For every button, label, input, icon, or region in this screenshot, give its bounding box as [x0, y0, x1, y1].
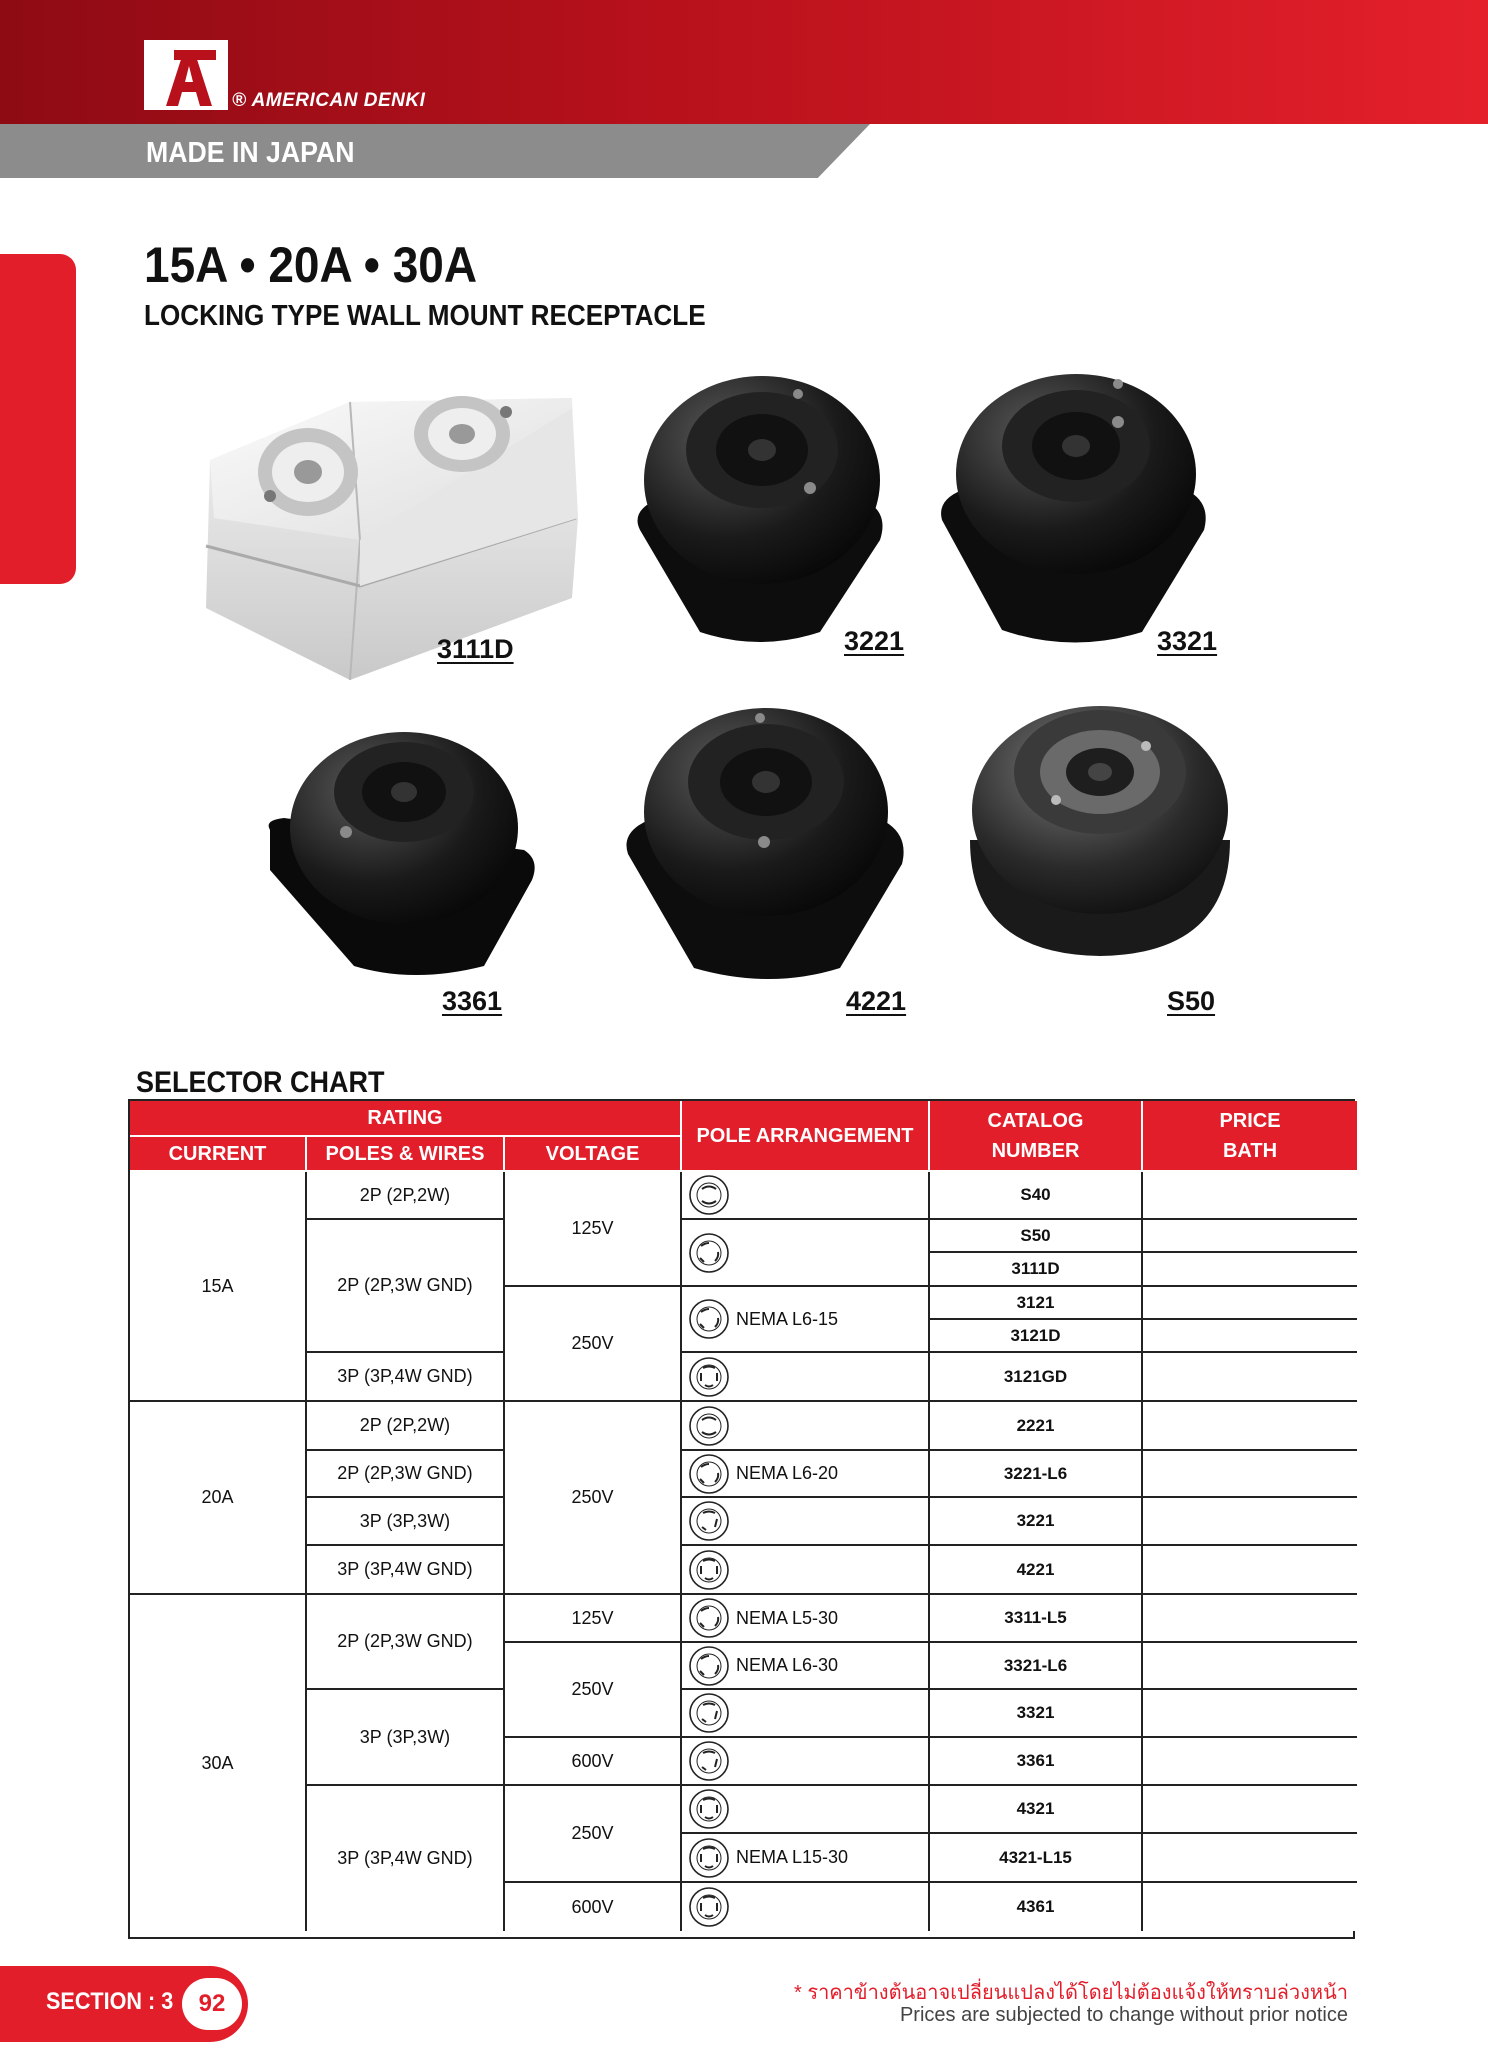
catalog-number-cell: 4321: [930, 1786, 1143, 1834]
current-cell: 20A: [130, 1402, 307, 1595]
poles-cell: 2P (2P,3W GND): [307, 1451, 505, 1498]
section-label: SECTION : 3: [46, 1988, 174, 2015]
price-cell: [1143, 1883, 1357, 1931]
catalog-number-cell: 3321: [930, 1690, 1143, 1738]
pole-2p-gnd-icon: [688, 1453, 730, 1495]
price-cell: [1143, 1253, 1357, 1287]
pole-arrangement-cell: [682, 1546, 930, 1595]
catalog-number-cell: 3361: [930, 1738, 1143, 1786]
header-price-line2: BATH: [1222, 1139, 1278, 1162]
poles-cell: 3P (3P,4W GND): [307, 1546, 505, 1595]
pole-arrangement-cell: [682, 1220, 930, 1287]
brand-text: AMERICAN DENKI: [251, 90, 426, 111]
page-title: 15A • 20A • 30A: [144, 237, 478, 293]
nema-label: NEMA L5-30: [736, 1607, 839, 1628]
product-label-3111d: 3111D: [437, 634, 514, 664]
pole-3p-icon: [688, 1740, 730, 1782]
header-catalog-number: [930, 1101, 1143, 1172]
pole-2p-icon: [688, 1174, 730, 1216]
product-label-s50: S50: [1167, 986, 1216, 1016]
header-price-bath: [1143, 1101, 1357, 1172]
product-image-s50: [964, 700, 1236, 958]
header-poles-wires: POLES & WIRES: [307, 1137, 505, 1172]
pole-arrangement-cell: [682, 1402, 930, 1451]
price-cell: [1143, 1287, 1357, 1320]
pole-arrangement-cell: [682, 1451, 930, 1498]
catalog-number-cell: 3221: [930, 1498, 1143, 1546]
selector-chart-title: SELECTOR CHART: [136, 1066, 385, 1099]
pole-2p-icon: [688, 1405, 730, 1447]
product-image-3361: [264, 730, 540, 982]
pole-3p-icon: [688, 1692, 730, 1734]
poles-cell: 3P (3P,4W GND): [307, 1786, 505, 1931]
nema-label: NEMA L15-30: [736, 1847, 849, 1867]
price-cell: [1143, 1595, 1357, 1643]
catalog-number-cell: S40: [930, 1172, 1143, 1220]
selector-chart-table: [128, 1099, 1355, 1939]
price-cell: [1143, 1498, 1357, 1546]
price-cell: [1143, 1172, 1357, 1220]
pole-arrangement-cell: [682, 1690, 930, 1738]
voltage-cell: 250V: [505, 1643, 682, 1738]
pole-arrangement-cell: [682, 1172, 930, 1220]
poles-cell: 2P (2P,3W GND): [307, 1220, 505, 1353]
page-subtitle: LOCKING TYPE WALL MOUNT RECEPTACLE: [144, 300, 706, 332]
product-label-3221: 3221: [844, 626, 905, 656]
voltage-cell: 250V: [505, 1402, 682, 1595]
pole-3p-gnd-icon: [688, 1837, 730, 1879]
catalog-number-cell: 4321-L15: [930, 1834, 1143, 1883]
pole-2p-gnd-icon: [688, 1232, 730, 1274]
price-cell: [1143, 1546, 1357, 1595]
current-cell: 30A: [130, 1595, 307, 1931]
pole-arrangement-cell: [682, 1595, 930, 1643]
section-side-tab: [0, 254, 76, 584]
current-cell: 15A: [130, 1172, 307, 1402]
pole-arrangement-cell: [682, 1834, 930, 1883]
voltage-cell: 600V: [505, 1738, 682, 1786]
catalog-number-cell: 3111D: [930, 1253, 1143, 1287]
price-cell: [1143, 1643, 1357, 1690]
pole-3p-gnd-icon: [688, 1886, 730, 1928]
price-cell: [1143, 1353, 1357, 1402]
catalog-number-cell: 3311-L5: [930, 1595, 1143, 1643]
nema-label: NEMA L6-20: [736, 1463, 839, 1483]
product-image-3111d: [200, 368, 580, 684]
pole-3p-gnd-icon: [688, 1549, 730, 1591]
header-voltage: VOLTAGE: [505, 1137, 682, 1172]
voltage-cell: 250V: [505, 1786, 682, 1883]
voltage-cell: 250V: [505, 1287, 682, 1402]
poles-cell: 3P (3P,4W GND): [307, 1353, 505, 1402]
product-label-3361: 3361: [442, 986, 503, 1016]
nema-label: NEMA L6-15: [736, 1308, 839, 1329]
header-price-line1: PRICE: [1219, 1109, 1281, 1132]
header-catalog-line2: NUMBER: [991, 1139, 1080, 1162]
price-note-thai: * ราคาข้างต้นอาจเปลี่ยนแปลงได้โดยไม่ต้องแจ้งให้ทราบล่วงหน้า: [793, 1982, 1348, 2004]
pole-arrangement-cell: [682, 1786, 930, 1834]
price-cell: [1143, 1834, 1357, 1883]
catalog-number-cell: 4221: [930, 1546, 1143, 1595]
pole-arrangement-cell: [682, 1287, 930, 1353]
pole-2p-gnd-icon: [688, 1597, 730, 1639]
product-label-4221: 4221: [846, 986, 907, 1016]
poles-cell: 2P (2P,2W): [307, 1402, 505, 1451]
product-label-3321: 3321: [1157, 626, 1218, 656]
poles-cell: 3P (3P,3W): [307, 1498, 505, 1546]
poles-cell: 2P (2P,3W GND): [307, 1595, 505, 1690]
pole-arrangement-cell: [682, 1883, 930, 1931]
price-cell: [1143, 1690, 1357, 1738]
poles-cell: 2P (2P,2W): [307, 1172, 505, 1220]
price-cell: [1143, 1402, 1357, 1451]
price-cell: [1143, 1786, 1357, 1834]
catalog-number-cell: 2221: [930, 1402, 1143, 1451]
pole-arrangement-cell: [682, 1738, 930, 1786]
catalog-number-cell: 3221-L6: [930, 1451, 1143, 1498]
product-image-4221: [620, 704, 910, 986]
pole-2p-gnd-icon: [688, 1298, 730, 1340]
catalog-number-cell: 3321-L6: [930, 1643, 1143, 1690]
price-note-english: Prices are subjected to change without prior notice: [899, 2004, 1348, 2026]
registered-mark: ®: [232, 90, 247, 111]
nema-label: NEMA L6-30: [736, 1655, 839, 1675]
product-image-3321: [932, 370, 1214, 650]
brand-logo: [144, 40, 228, 110]
price-cell: [1143, 1320, 1357, 1353]
header-catalog-line1: CATALOG: [987, 1109, 1084, 1132]
pole-arrangement-cell: [682, 1643, 930, 1690]
catalog-number-cell: 4361: [930, 1883, 1143, 1931]
catalog-number-cell: 3121D: [930, 1320, 1143, 1353]
pole-arrangement-cell: [682, 1498, 930, 1546]
voltage-cell: 125V: [505, 1172, 682, 1287]
made-in-band: [0, 124, 870, 178]
voltage-cell: 125V: [505, 1595, 682, 1643]
pole-2p-gnd-icon: [688, 1645, 730, 1687]
poles-cell: 3P (3P,3W): [307, 1690, 505, 1786]
price-cell: [1143, 1738, 1357, 1786]
brand-name: [232, 90, 425, 112]
pole-3p-gnd-icon: [688, 1788, 730, 1830]
header-rating: RATING: [130, 1101, 682, 1137]
price-cell: [1143, 1451, 1357, 1498]
catalog-number-cell: 3121: [930, 1287, 1143, 1320]
header-current: CURRENT: [130, 1137, 307, 1172]
voltage-cell: 600V: [505, 1883, 682, 1931]
pole-3p-gnd-icon: [688, 1356, 730, 1398]
price-cell: [1143, 1220, 1357, 1253]
page-number: 92: [182, 1978, 242, 2030]
header-pole-arrangement: POLE ARRANGEMENT: [682, 1101, 930, 1172]
made-in-label: MADE IN JAPAN: [146, 137, 355, 169]
catalog-number-cell: 3121GD: [930, 1353, 1143, 1402]
catalog-number-cell: S50: [930, 1220, 1143, 1253]
product-image-3221: [620, 370, 900, 650]
pole-arrangement-cell: [682, 1353, 930, 1402]
pole-3p-icon: [688, 1500, 730, 1542]
